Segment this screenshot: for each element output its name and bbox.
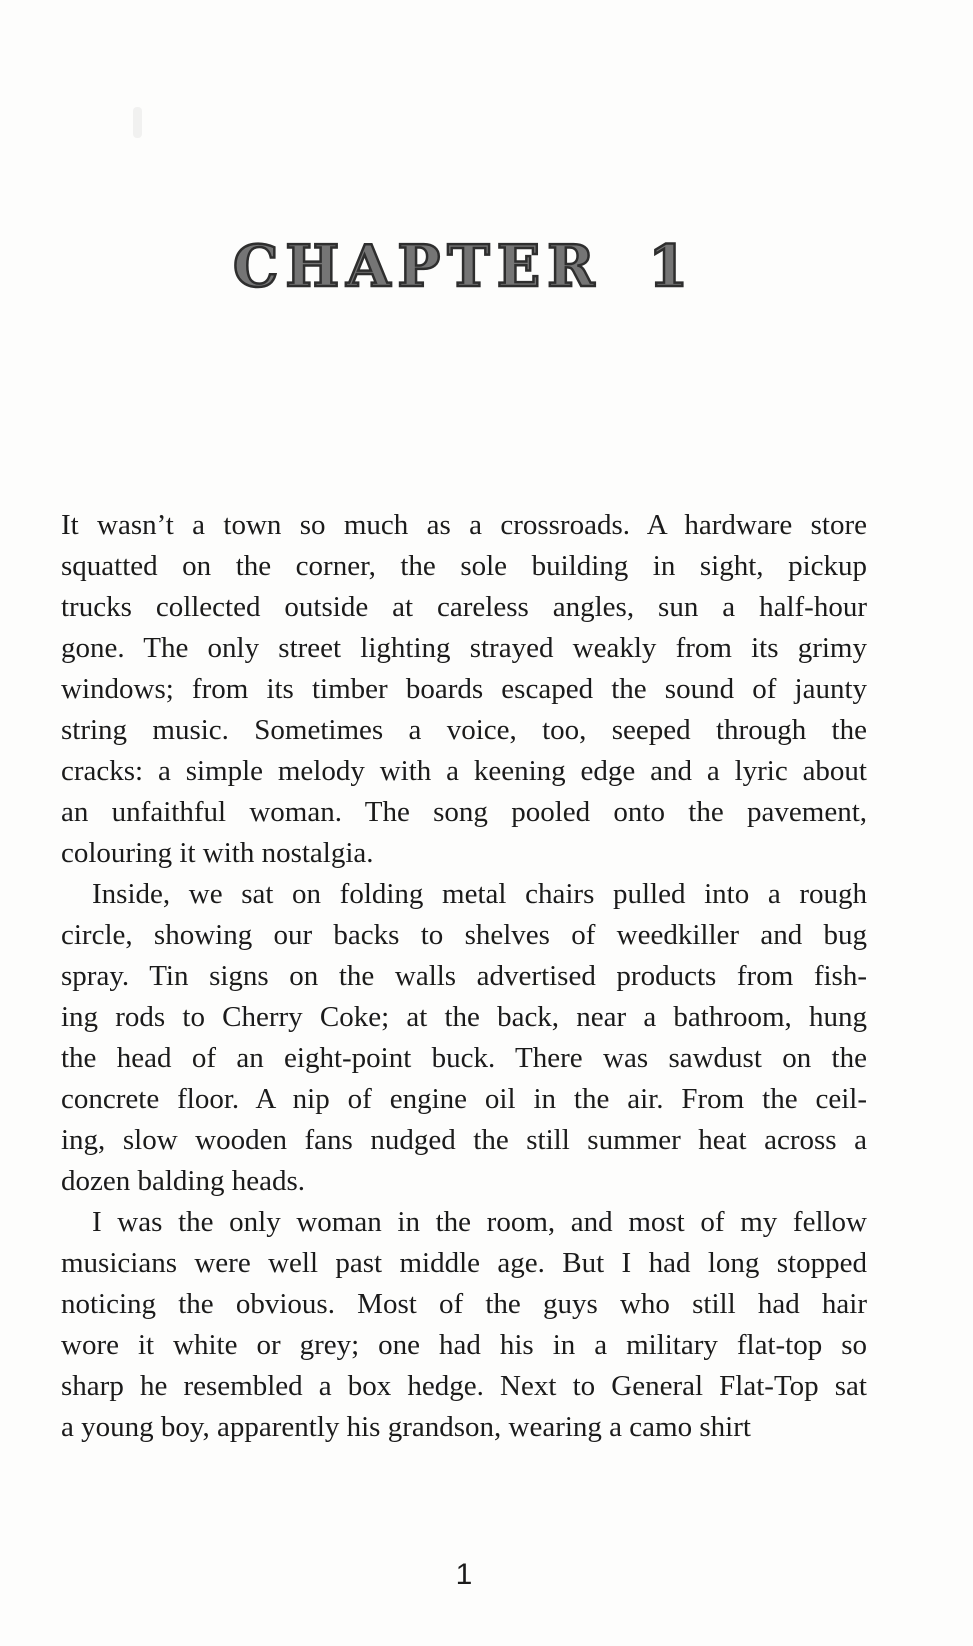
text-line: windows; from its timber boards escaped the sound of jaunty bbox=[61, 673, 867, 705]
text-line: trucks collected outside at careless angles, sun a half-hour bbox=[61, 591, 867, 623]
text-line: wore it white or grey; one had his in a military flat-top so bbox=[61, 1329, 867, 1361]
text-line: sharp he resembled a box hedge. Next to General Flat-Top sat bbox=[61, 1370, 867, 1402]
text-line: cracks: a simple melody with a keening edge and a lyric about bbox=[61, 755, 867, 787]
text-line: It wasn’t a town so much as a crossroads. A hardware store bbox=[61, 509, 867, 541]
text-line: Inside, we sat on folding metal chairs pulled into a rough bbox=[92, 878, 867, 910]
paragraph bbox=[61, 874, 867, 1202]
text-line: colouring it with nostalgia. bbox=[61, 837, 374, 869]
text-line: ing rods to Cherry Coke; at the back, near a bathroom, hung bbox=[61, 1001, 867, 1033]
text-line: the head of an eight-point buck. There was sawdust on the bbox=[61, 1042, 867, 1074]
text-line: I was the only woman in the room, and most of my fellow bbox=[92, 1206, 867, 1238]
scan-artifact bbox=[133, 107, 142, 138]
text-line: dozen balding heads. bbox=[61, 1165, 306, 1197]
paragraph bbox=[61, 1202, 867, 1448]
body-text bbox=[61, 505, 867, 1448]
chapter-heading: CHAPTER 1 bbox=[232, 233, 696, 300]
text-line: noticing the obvious. Most of the guys who still had hair bbox=[61, 1288, 867, 1320]
text-line: spray. Tin signs on the walls advertised products from fish- bbox=[61, 960, 867, 992]
text-line: squatted on the corner, the sole building in sight, pickup bbox=[61, 550, 867, 582]
text-line: gone. The only street lighting strayed weakly from its grimy bbox=[61, 632, 867, 664]
text-line: ing, slow wooden fans nudged the still summer heat across a bbox=[61, 1124, 867, 1156]
text-line: circle, showing our backs to shelves of weedkiller and bug bbox=[61, 919, 867, 951]
text-line: an unfaithful woman. The song pooled onto the pavement, bbox=[61, 796, 867, 828]
paragraph bbox=[61, 505, 867, 874]
text-line: musicians were well past middle age. But I had long stopped bbox=[61, 1247, 867, 1279]
text-line: string music. Sometimes a voice, too, seeped through the bbox=[61, 714, 867, 746]
page-number: 1 bbox=[455, 1558, 473, 1591]
text-line: concrete floor. A nip of engine oil in the air. From the ceil- bbox=[61, 1083, 867, 1115]
text-line: a young boy, apparently his grandson, wearing a camo shirt bbox=[61, 1411, 751, 1443]
